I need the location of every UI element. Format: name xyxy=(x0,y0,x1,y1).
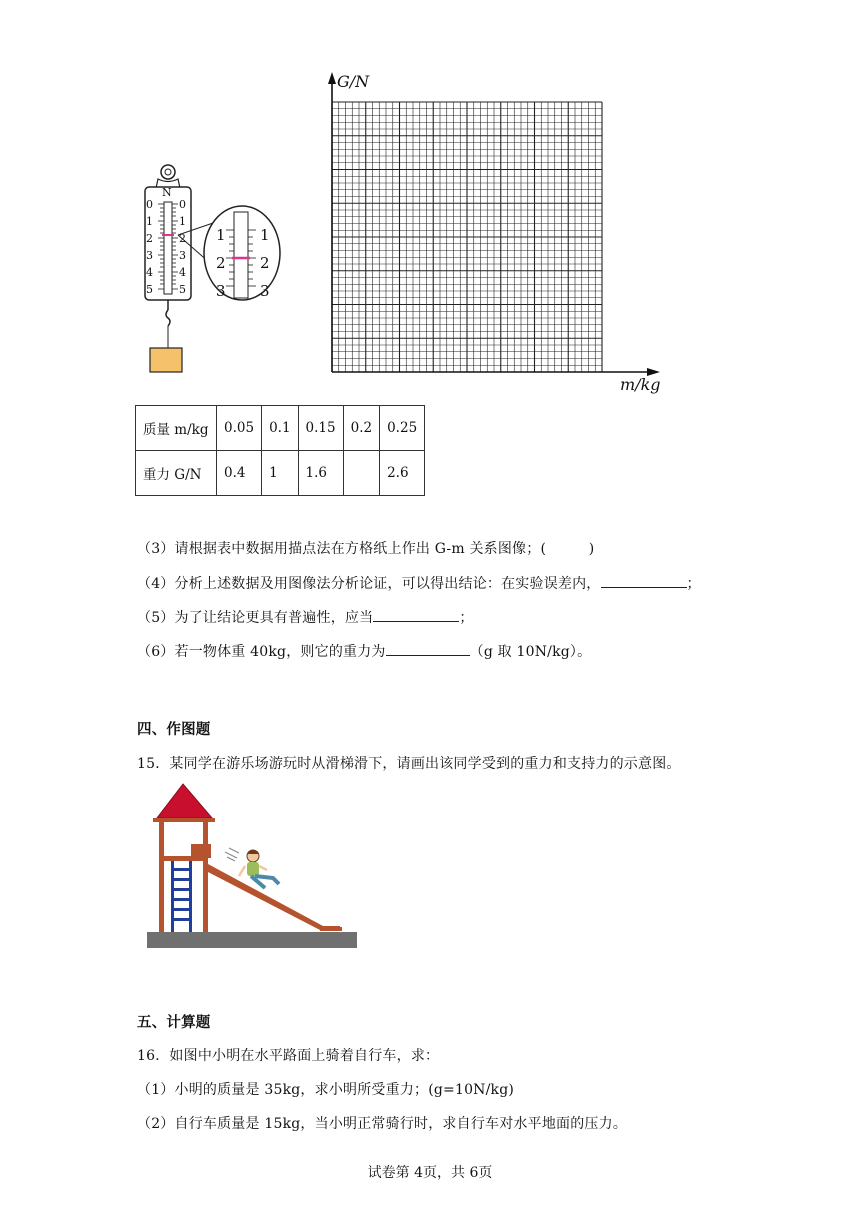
y-axis-label: G/N xyxy=(337,72,370,91)
section-heading-drawing: 四、作图题 xyxy=(137,721,211,738)
table-cell: 0.25 xyxy=(380,406,425,451)
mass-weight-table xyxy=(135,405,425,496)
table-cell: 1 xyxy=(262,451,298,496)
row-label: 质量 m/kg xyxy=(136,406,217,451)
graph-paper-grid xyxy=(320,70,670,380)
scale-right-numbers: 0 1 2 3 4 5 xyxy=(179,198,186,296)
question-15: 15．某同学在游乐场游玩时从滑梯滑下，请画出该同学受到的重力和支持力的示意图。 xyxy=(137,756,681,772)
table-cell: 0.05 xyxy=(217,406,262,451)
table-cell: 1.6 xyxy=(298,451,343,496)
scale-unit-label: N xyxy=(162,186,172,199)
question-16: 16．如图中小明在水平路面上骑着自行车，求： xyxy=(137,1048,440,1064)
question-16-part-1: （1）小明的质量是 35kg，求小明所受重力；(g=10N/kg) xyxy=(137,1082,515,1098)
row-label: 重力 G/N xyxy=(136,451,217,496)
question-4: （4）分析上述数据及用图像法分析论证，可以得出结论：在实验误差内， ； xyxy=(137,573,701,593)
table-cell: 0.15 xyxy=(298,406,343,451)
scale-left-numbers: 0 1 2 3 4 5 xyxy=(146,198,153,296)
table-cell: 0.4 xyxy=(217,451,262,496)
answer-blank[interactable] xyxy=(386,641,470,656)
question-16-part-2: （2）自行车质量是 15kg，当小明正常骑行时，求自行车对水平地面的压力。 xyxy=(137,1116,628,1132)
answer-blank[interactable] xyxy=(373,607,459,622)
page-footer: 试卷第 4页，共 6页 xyxy=(367,1165,493,1181)
table-cell xyxy=(343,451,379,496)
x-axis-label: m/kg xyxy=(620,375,661,394)
question-6: （6）若一物体重 40kg，则它的重力为 （g 取 10N/kg）。 xyxy=(137,641,591,661)
question-3: （3）请根据表中数据用描点法在方格纸上作出 G-m 关系图像；( ) xyxy=(137,541,595,557)
zoom-left-numbers: 1 2 3 xyxy=(216,226,226,300)
table-cell: 2.6 xyxy=(380,451,425,496)
section-heading-calculation: 五、计算题 xyxy=(137,1014,211,1031)
table-row-mass xyxy=(136,406,425,451)
table-cell: 0.1 xyxy=(262,406,298,451)
answer-blank[interactable] xyxy=(601,573,687,588)
question-5: （5）为了让结论更具有普遍性，应当 ； xyxy=(137,607,474,627)
table-row-weight xyxy=(136,451,425,496)
playground-slide-figure xyxy=(145,782,360,950)
y-axis-arrow xyxy=(328,72,336,84)
zoom-right-numbers: 1 2 3 xyxy=(260,226,270,300)
table-cell: 0.2 xyxy=(343,406,379,451)
